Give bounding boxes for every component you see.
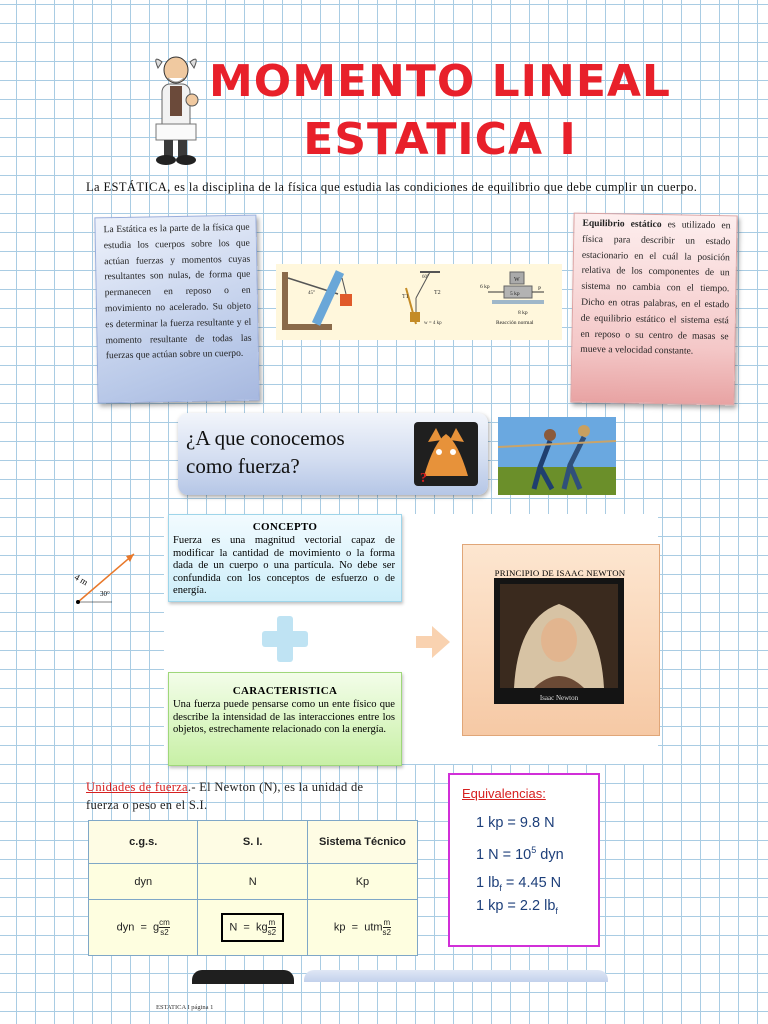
f5-label: 5 kp <box>510 291 520 297</box>
page-footer: ESTATICA I página 1 <box>156 1004 214 1011</box>
t2-label: T2 <box>434 290 441 296</box>
caracteristica-heading: CARACTERISTICA <box>232 685 338 697</box>
units-row-2 <box>89 900 418 956</box>
formula-si-fraction <box>268 918 276 937</box>
partial-blue-banner <box>304 970 608 982</box>
static-equilibrium-bold: Equilibrio estático <box>582 217 662 231</box>
formula-tecnico-fraction <box>383 918 391 937</box>
static-equilibrium-rest: es utilizado en física para describir un estado estacionario en el cuál la posición relativa de los componentes de un sistema no cambia con el tiempo. Dicho en otras palabras, en el estado de equilibrio estático el sistema está en reposo o su centro de masas se mueve a velocidad constante. <box>580 219 731 358</box>
isaac-newton-portrait <box>494 578 624 704</box>
static-equilibrium-text <box>572 214 736 361</box>
newton-caption: Isaac Newton <box>539 694 579 702</box>
equiv-line-2-a: 1 N = 10 <box>476 846 532 863</box>
formula-si-den: s2 <box>267 928 277 937</box>
formula-tecnico-lhs: kp <box>333 921 346 934</box>
arrow-right-icon <box>416 624 452 660</box>
angle-b-label: 60° <box>422 275 429 280</box>
equiv-line-4 <box>476 898 558 916</box>
header-tecnico: Sistema Técnico <box>307 821 417 864</box>
units-label-red: Unidades de fuerza <box>86 780 188 794</box>
caracteristica-body: Una fuerza puede pensarse como un ente físico que describe la intensidad de las interacciones entre los objetos, estrechamente relacionado con la energía. <box>173 699 395 736</box>
units-table <box>88 820 418 956</box>
page-title-line2: ESTATICA I <box>303 114 577 165</box>
cell-kp: Kp <box>307 864 417 900</box>
w-label: W <box>514 277 520 283</box>
f6-label: 6 kp <box>480 284 490 290</box>
equiv-line-3-a: 1 lb <box>476 875 500 891</box>
header-si: S. I. <box>198 821 307 864</box>
equiv-line-1: 1 kp = 9.8 N <box>476 815 555 831</box>
formula-si-num: m <box>268 918 276 927</box>
statics-definition-card <box>94 215 259 404</box>
intro-text: La ESTÁTICA, es la disciplina de la física que estudia las condiciones de equilibrio que debe cumplir un cuerpo. <box>86 180 698 194</box>
concept-box <box>168 514 402 602</box>
partial-dark-banner <box>192 970 294 984</box>
tug-of-war-image <box>498 417 616 495</box>
units-row-1 <box>89 864 418 900</box>
equiv-line-2-b: dyn <box>536 846 564 863</box>
weight-label: w = 4 kp <box>424 321 442 326</box>
question-text <box>186 424 345 480</box>
vector-magnitude-label: 4 m <box>72 571 90 588</box>
formula-si-box: N = kg $\frac{m}{s2}$ <box>221 913 284 942</box>
plus-icon <box>262 616 308 662</box>
equiv-line-3-sub: f <box>499 882 502 893</box>
formula-si-rhs: kg <box>255 921 268 934</box>
equiv-line-4-a: 1 kp = 2.2 lb <box>476 898 556 914</box>
units-label <box>86 778 376 814</box>
question-line2: como fuerza? <box>186 454 300 478</box>
formula-tecnico-num: m <box>383 918 391 927</box>
vector-angle-label: 30° <box>100 590 110 598</box>
force-vector-sketch <box>70 546 140 606</box>
formula-si-lhs: N <box>229 921 238 934</box>
formula-cgs: dyn = g $\frac{cm}{s2}$ <box>89 900 198 956</box>
newton-title: PRINCIPIO DE ISAAC NEWTON <box>494 568 626 578</box>
units-header-row <box>89 821 418 864</box>
formula-cgs-lhs: dyn <box>116 921 135 934</box>
equiv-line-2 <box>476 845 564 863</box>
formula-cgs-rhs: g <box>153 921 160 934</box>
svg-text:?: ? <box>420 471 427 486</box>
header-cgs: c.g.s. <box>89 821 198 864</box>
t1-label: T1 <box>402 294 409 300</box>
question-line1: ¿A que conocemos <box>186 426 345 450</box>
formula-si <box>198 900 307 956</box>
ground-block <box>282 324 332 330</box>
statics-diagrams-svg <box>276 264 562 340</box>
statics-diagrams <box>276 264 562 340</box>
formula-tecnico: kp = utm $\frac{m}{s2}$ <box>307 900 417 956</box>
formula-cgs-num: cm <box>159 918 170 927</box>
equiv-line-2-exp: 5 <box>531 845 537 855</box>
page-title-line1: MOMENTO LINEAL <box>209 56 671 107</box>
concept-body: Fuerza es una magnitud vectorial capaz de modificar la cantidad de movimiento o la forma dada de un cuerpo o una partícula. No debe ser confundida con los conceptos de esfuerzo o de energía. <box>173 535 395 597</box>
p-label: P <box>538 286 542 292</box>
angle-a-label: 45° <box>308 291 315 296</box>
reaction-label: Reacción normal <box>496 320 534 326</box>
static-equilibrium-card <box>570 213 737 406</box>
floor-line <box>492 300 544 304</box>
equiv-line-4-sub: f <box>555 905 558 916</box>
cell-n: N <box>198 864 307 900</box>
equivalencias-title: Equivalencias: <box>462 786 546 801</box>
equiv-line-3 <box>476 875 561 893</box>
formula-tecnico-rhs: utm <box>364 921 383 934</box>
cell-dyn: dyn <box>89 864 198 900</box>
tension-weight <box>410 312 420 322</box>
equiv-line-3-b: = 4.45 N <box>501 875 562 891</box>
f8-label: 8 kp <box>518 310 528 316</box>
caracteristica-box <box>168 672 402 766</box>
units-label-rest: .- El Newton (N), es la unidad de fuerza o peso en el S.I. <box>86 780 364 812</box>
wall-block <box>282 272 288 330</box>
cartoon-fox-image <box>414 422 478 486</box>
formula-tecnico-den: s2 <box>382 928 391 937</box>
formula-cgs-den: s2 <box>160 928 169 937</box>
formula-cgs-fraction <box>159 918 170 937</box>
concept-heading: CONCEPTO <box>252 521 318 533</box>
hanging-weight <box>340 294 352 306</box>
statics-definition-text: La Estática es la parte de la física que estudia los cuerpos sobre los que actúan fuerzas y momentos cuyas resultantes son nulas, de forma que permanecen en reposo o en movimiento no acelerado. Su objeto es determinar la fuerza resultante y el momento resultante de todas las fuerzas que actúan sobre un cuerpo. <box>103 221 252 362</box>
